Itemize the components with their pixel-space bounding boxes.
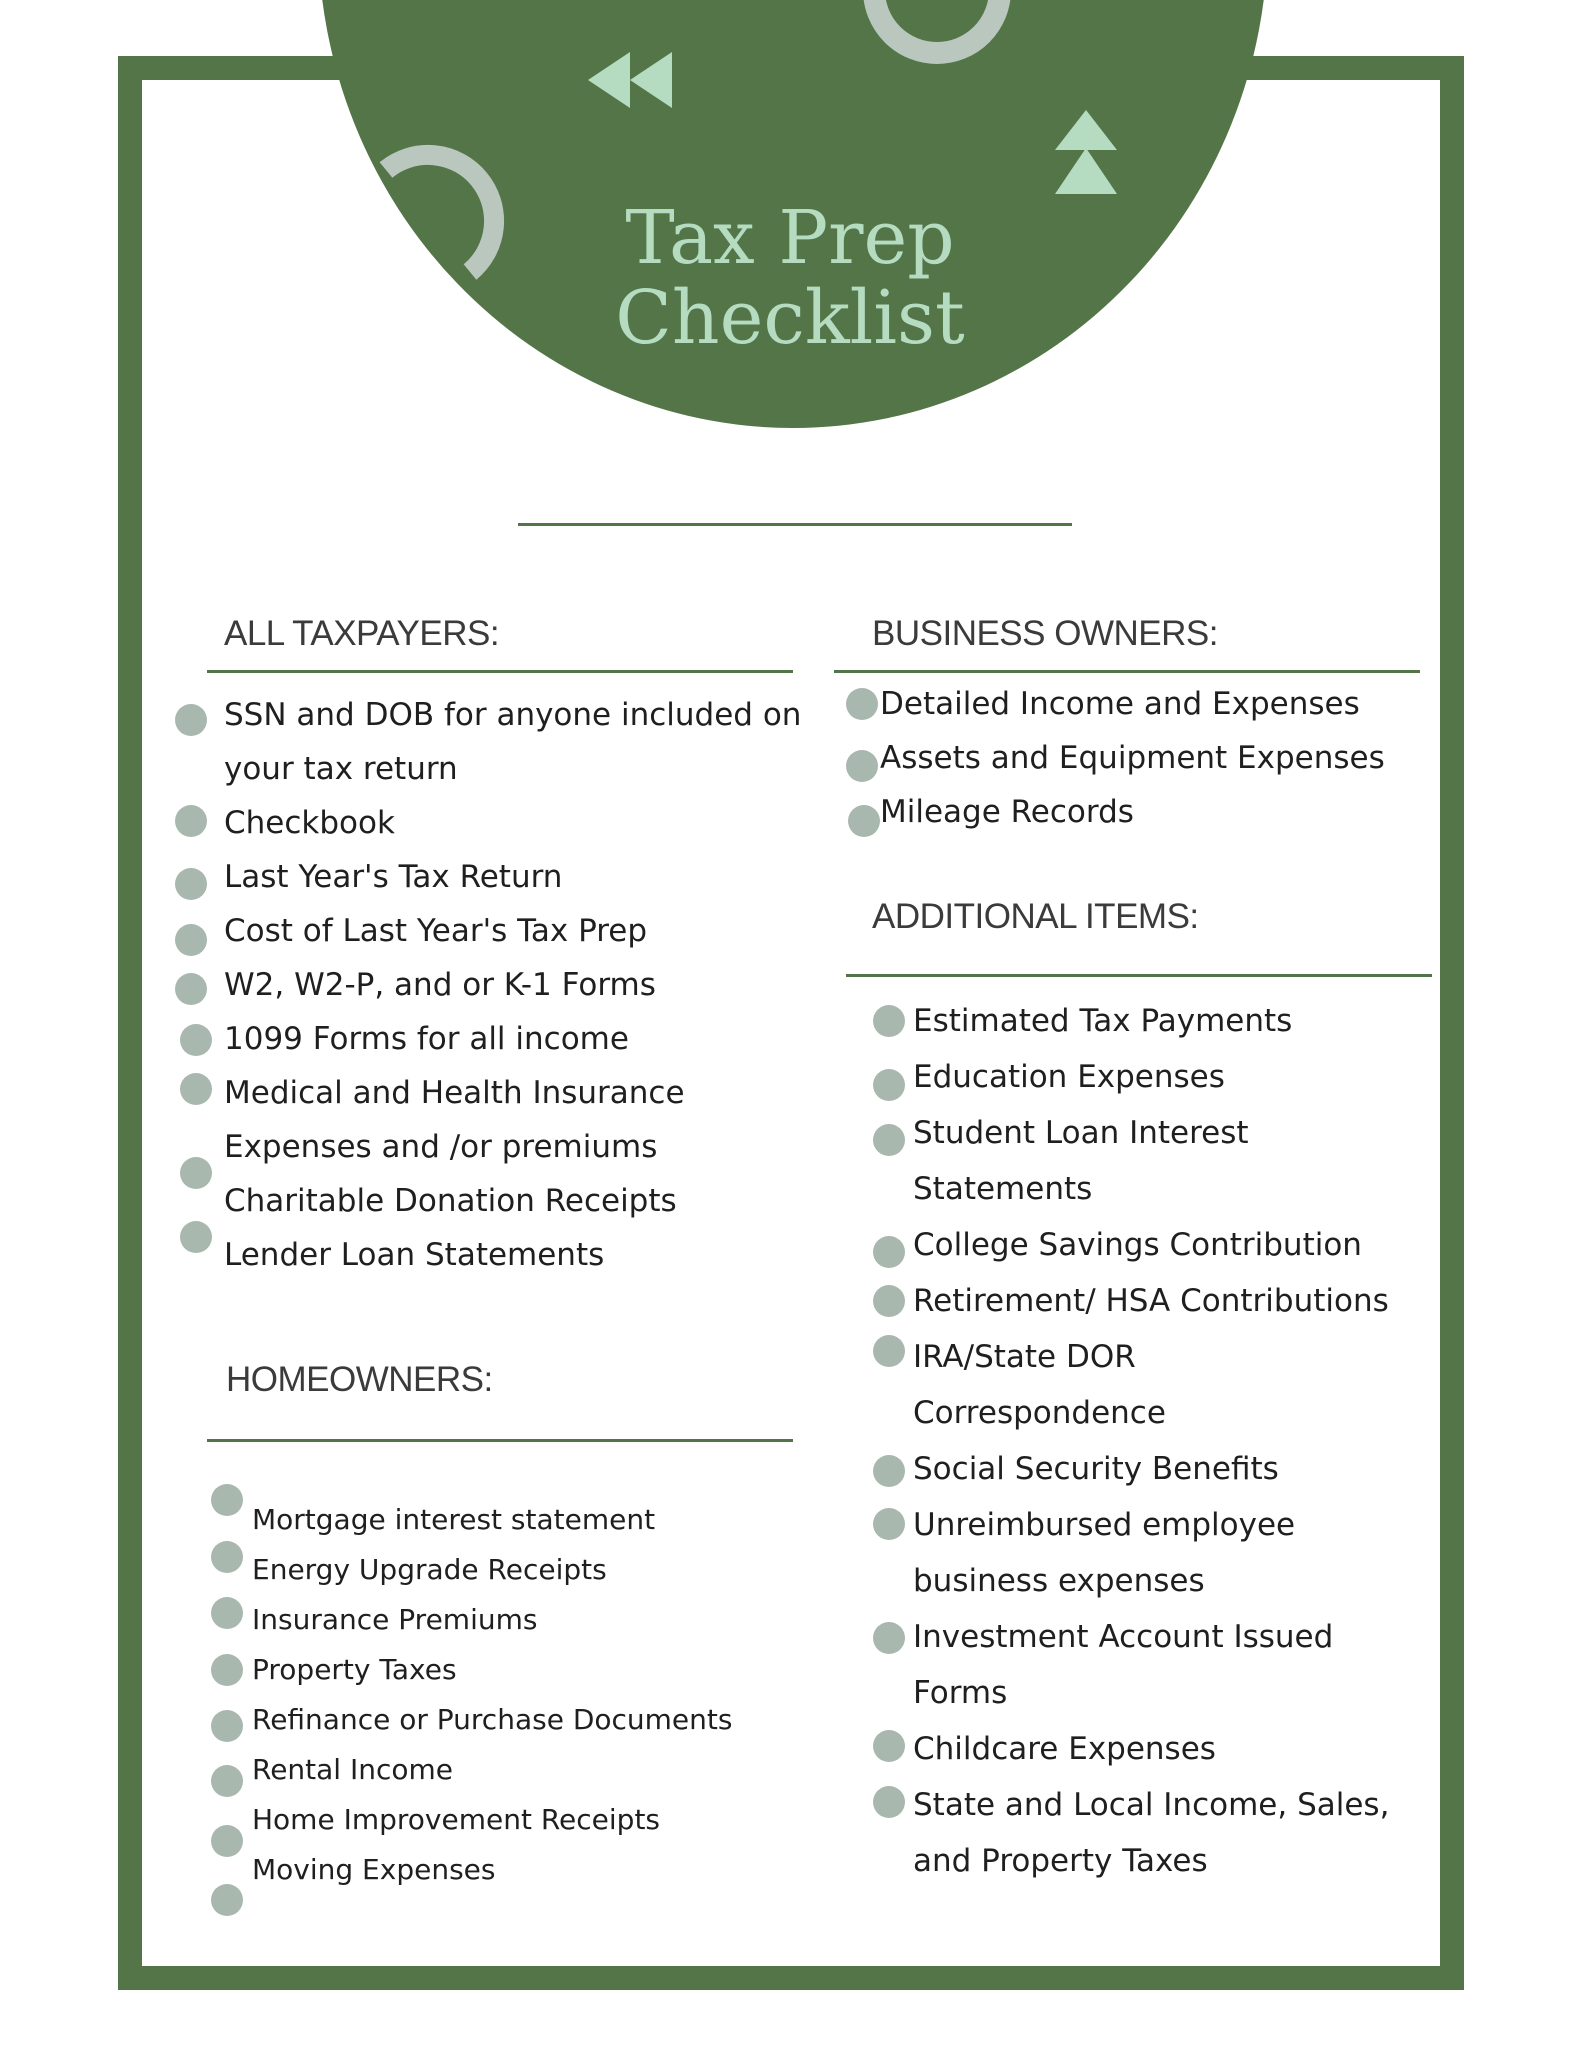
bullet bbox=[846, 750, 878, 782]
list-item: Last Year's Tax Return bbox=[224, 859, 563, 895]
stacked-triangles-icon bbox=[1053, 108, 1119, 198]
list-item: Cost of Last Year's Tax Prep bbox=[224, 913, 648, 949]
list-item: 1099 Forms for all income bbox=[224, 1021, 629, 1057]
list-item: Education Expenses bbox=[913, 1059, 1225, 1095]
bullet bbox=[211, 1484, 243, 1516]
section-rule-business-owners bbox=[834, 670, 1420, 673]
bullet bbox=[873, 1285, 905, 1317]
bullet bbox=[211, 1597, 243, 1629]
title-line-2: Checklist bbox=[615, 275, 965, 361]
list-item: Unreimbursed employee bbox=[913, 1507, 1296, 1543]
bullet bbox=[211, 1710, 243, 1742]
bullet bbox=[180, 1157, 212, 1189]
list-item: Medical and Health Insurance bbox=[224, 1075, 685, 1111]
bullet bbox=[846, 688, 878, 720]
bullet bbox=[175, 924, 207, 956]
list-item: Checkbook bbox=[224, 805, 395, 841]
list-item: Mortgage interest statement bbox=[252, 1503, 656, 1536]
list-item: Childcare Expenses bbox=[913, 1731, 1216, 1767]
list-item: business expenses bbox=[913, 1563, 1205, 1599]
section-heading-additional-items: ADDITIONAL ITEMS: bbox=[872, 897, 1199, 936]
page-title bbox=[560, 195, 1020, 361]
bullet bbox=[180, 1073, 212, 1105]
list-item: Lender Loan Statements bbox=[224, 1237, 605, 1273]
list-item: Insurance Premiums bbox=[252, 1603, 538, 1636]
bullet bbox=[873, 1730, 905, 1762]
list-item: W2, W2-P, and or K-1 Forms bbox=[224, 967, 656, 1003]
list-item: and Property Taxes bbox=[913, 1843, 1208, 1879]
bullet bbox=[175, 704, 207, 736]
bullet bbox=[175, 973, 207, 1005]
list-item: Mileage Records bbox=[880, 794, 1134, 830]
list-item: College Savings Contribution bbox=[913, 1227, 1362, 1263]
bullet bbox=[873, 1508, 905, 1540]
bullet bbox=[873, 1005, 905, 1037]
list-item: Energy Upgrade Receipts bbox=[252, 1553, 607, 1586]
bullet bbox=[180, 1024, 212, 1056]
list-item: Correspondence bbox=[913, 1395, 1166, 1431]
section-rule-additional-items bbox=[846, 974, 1432, 977]
list-item: Expenses and /or premiums bbox=[224, 1129, 658, 1165]
bullet bbox=[873, 1335, 905, 1367]
bullet bbox=[180, 1221, 212, 1253]
rewind-icon bbox=[586, 50, 676, 114]
bullet bbox=[175, 805, 207, 837]
section-heading-all-taxpayers: ALL TAXPAYERS: bbox=[224, 614, 500, 653]
list-item: Home Improvement Receipts bbox=[252, 1803, 661, 1836]
list-item: Social Security Benefits bbox=[913, 1451, 1279, 1487]
bullet bbox=[873, 1069, 905, 1101]
bullet bbox=[873, 1236, 905, 1268]
bullet bbox=[211, 1884, 243, 1916]
bullet bbox=[873, 1786, 905, 1818]
title-line-1: Tax Prep bbox=[625, 195, 955, 281]
list-item: SSN and DOB for anyone included on bbox=[224, 697, 802, 733]
list-item: Assets and Equipment Expenses bbox=[880, 740, 1385, 776]
bullet bbox=[873, 1455, 905, 1487]
bullet bbox=[175, 868, 207, 900]
list-item: Forms bbox=[913, 1675, 1008, 1711]
bullet bbox=[848, 805, 880, 837]
section-heading-homeowners: HOMEOWNERS: bbox=[226, 1360, 493, 1399]
bullet bbox=[873, 1124, 905, 1156]
section-heading-business-owners: BUSINESS OWNERS: bbox=[872, 614, 1218, 653]
bullet bbox=[211, 1765, 243, 1797]
list-item: IRA/State DOR bbox=[913, 1339, 1136, 1375]
list-item: Statements bbox=[913, 1171, 1093, 1207]
list-item: Detailed Income and Expenses bbox=[880, 686, 1360, 722]
ring-icon bbox=[862, 0, 1012, 70]
title-divider bbox=[518, 523, 1072, 526]
list-item: your tax return bbox=[224, 751, 458, 787]
bullet bbox=[873, 1622, 905, 1654]
list-item: Investment Account Issued bbox=[913, 1619, 1334, 1655]
bullet bbox=[211, 1654, 243, 1686]
list-item: Retirement/ HSA Contributions bbox=[913, 1283, 1389, 1319]
list-item: Estimated Tax Payments bbox=[913, 1003, 1293, 1039]
list-item: Charitable Donation Receipts bbox=[224, 1183, 677, 1219]
list-item: State and Local Income, Sales, bbox=[913, 1787, 1390, 1823]
list-item: Rental Income bbox=[252, 1753, 454, 1786]
section-rule-all-taxpayers bbox=[207, 670, 793, 673]
list-item: Student Loan Interest bbox=[913, 1115, 1249, 1151]
list-item: Refinance or Purchase Documents bbox=[252, 1703, 733, 1736]
arc-icon bbox=[378, 142, 508, 282]
section-rule-homeowners bbox=[207, 1439, 793, 1442]
bullet bbox=[211, 1541, 243, 1573]
bullet bbox=[211, 1825, 243, 1857]
list-item: Property Taxes bbox=[252, 1653, 457, 1686]
list-item: Moving Expenses bbox=[252, 1853, 496, 1886]
